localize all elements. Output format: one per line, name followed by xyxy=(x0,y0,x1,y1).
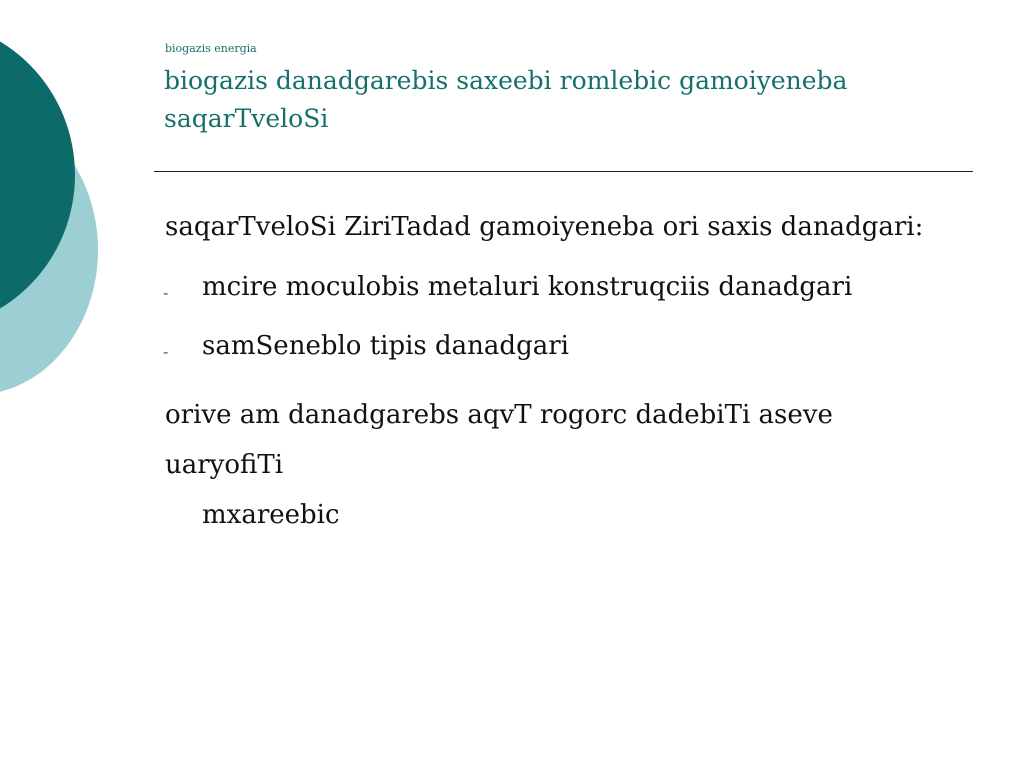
slide-subtitle: biogazis energia xyxy=(165,42,257,55)
intro-text: saqarTveloSi ZiriTadad gamoiyeneba ori saxis danadgari: xyxy=(165,212,924,242)
slide-title: biogazis danadgarebis saxeebi romlebic gamoiyeneba saqarTveloSi xyxy=(164,66,848,133)
bullet-marker: - xyxy=(163,342,169,361)
bullet-marker: - xyxy=(163,283,169,302)
closing-text xyxy=(165,390,955,540)
title-divider xyxy=(154,171,973,172)
bullet-item: samSeneblo tipis danadgari xyxy=(202,331,569,361)
closing-line-1: orive am danadgarebs aqvT rogorc dadebiTi aseve uaryofiTi xyxy=(165,400,833,480)
closing-line-2: mxareebic xyxy=(202,500,340,530)
bullet-item: mcire moculobis metaluri konstruqciis danadgari xyxy=(202,272,853,302)
